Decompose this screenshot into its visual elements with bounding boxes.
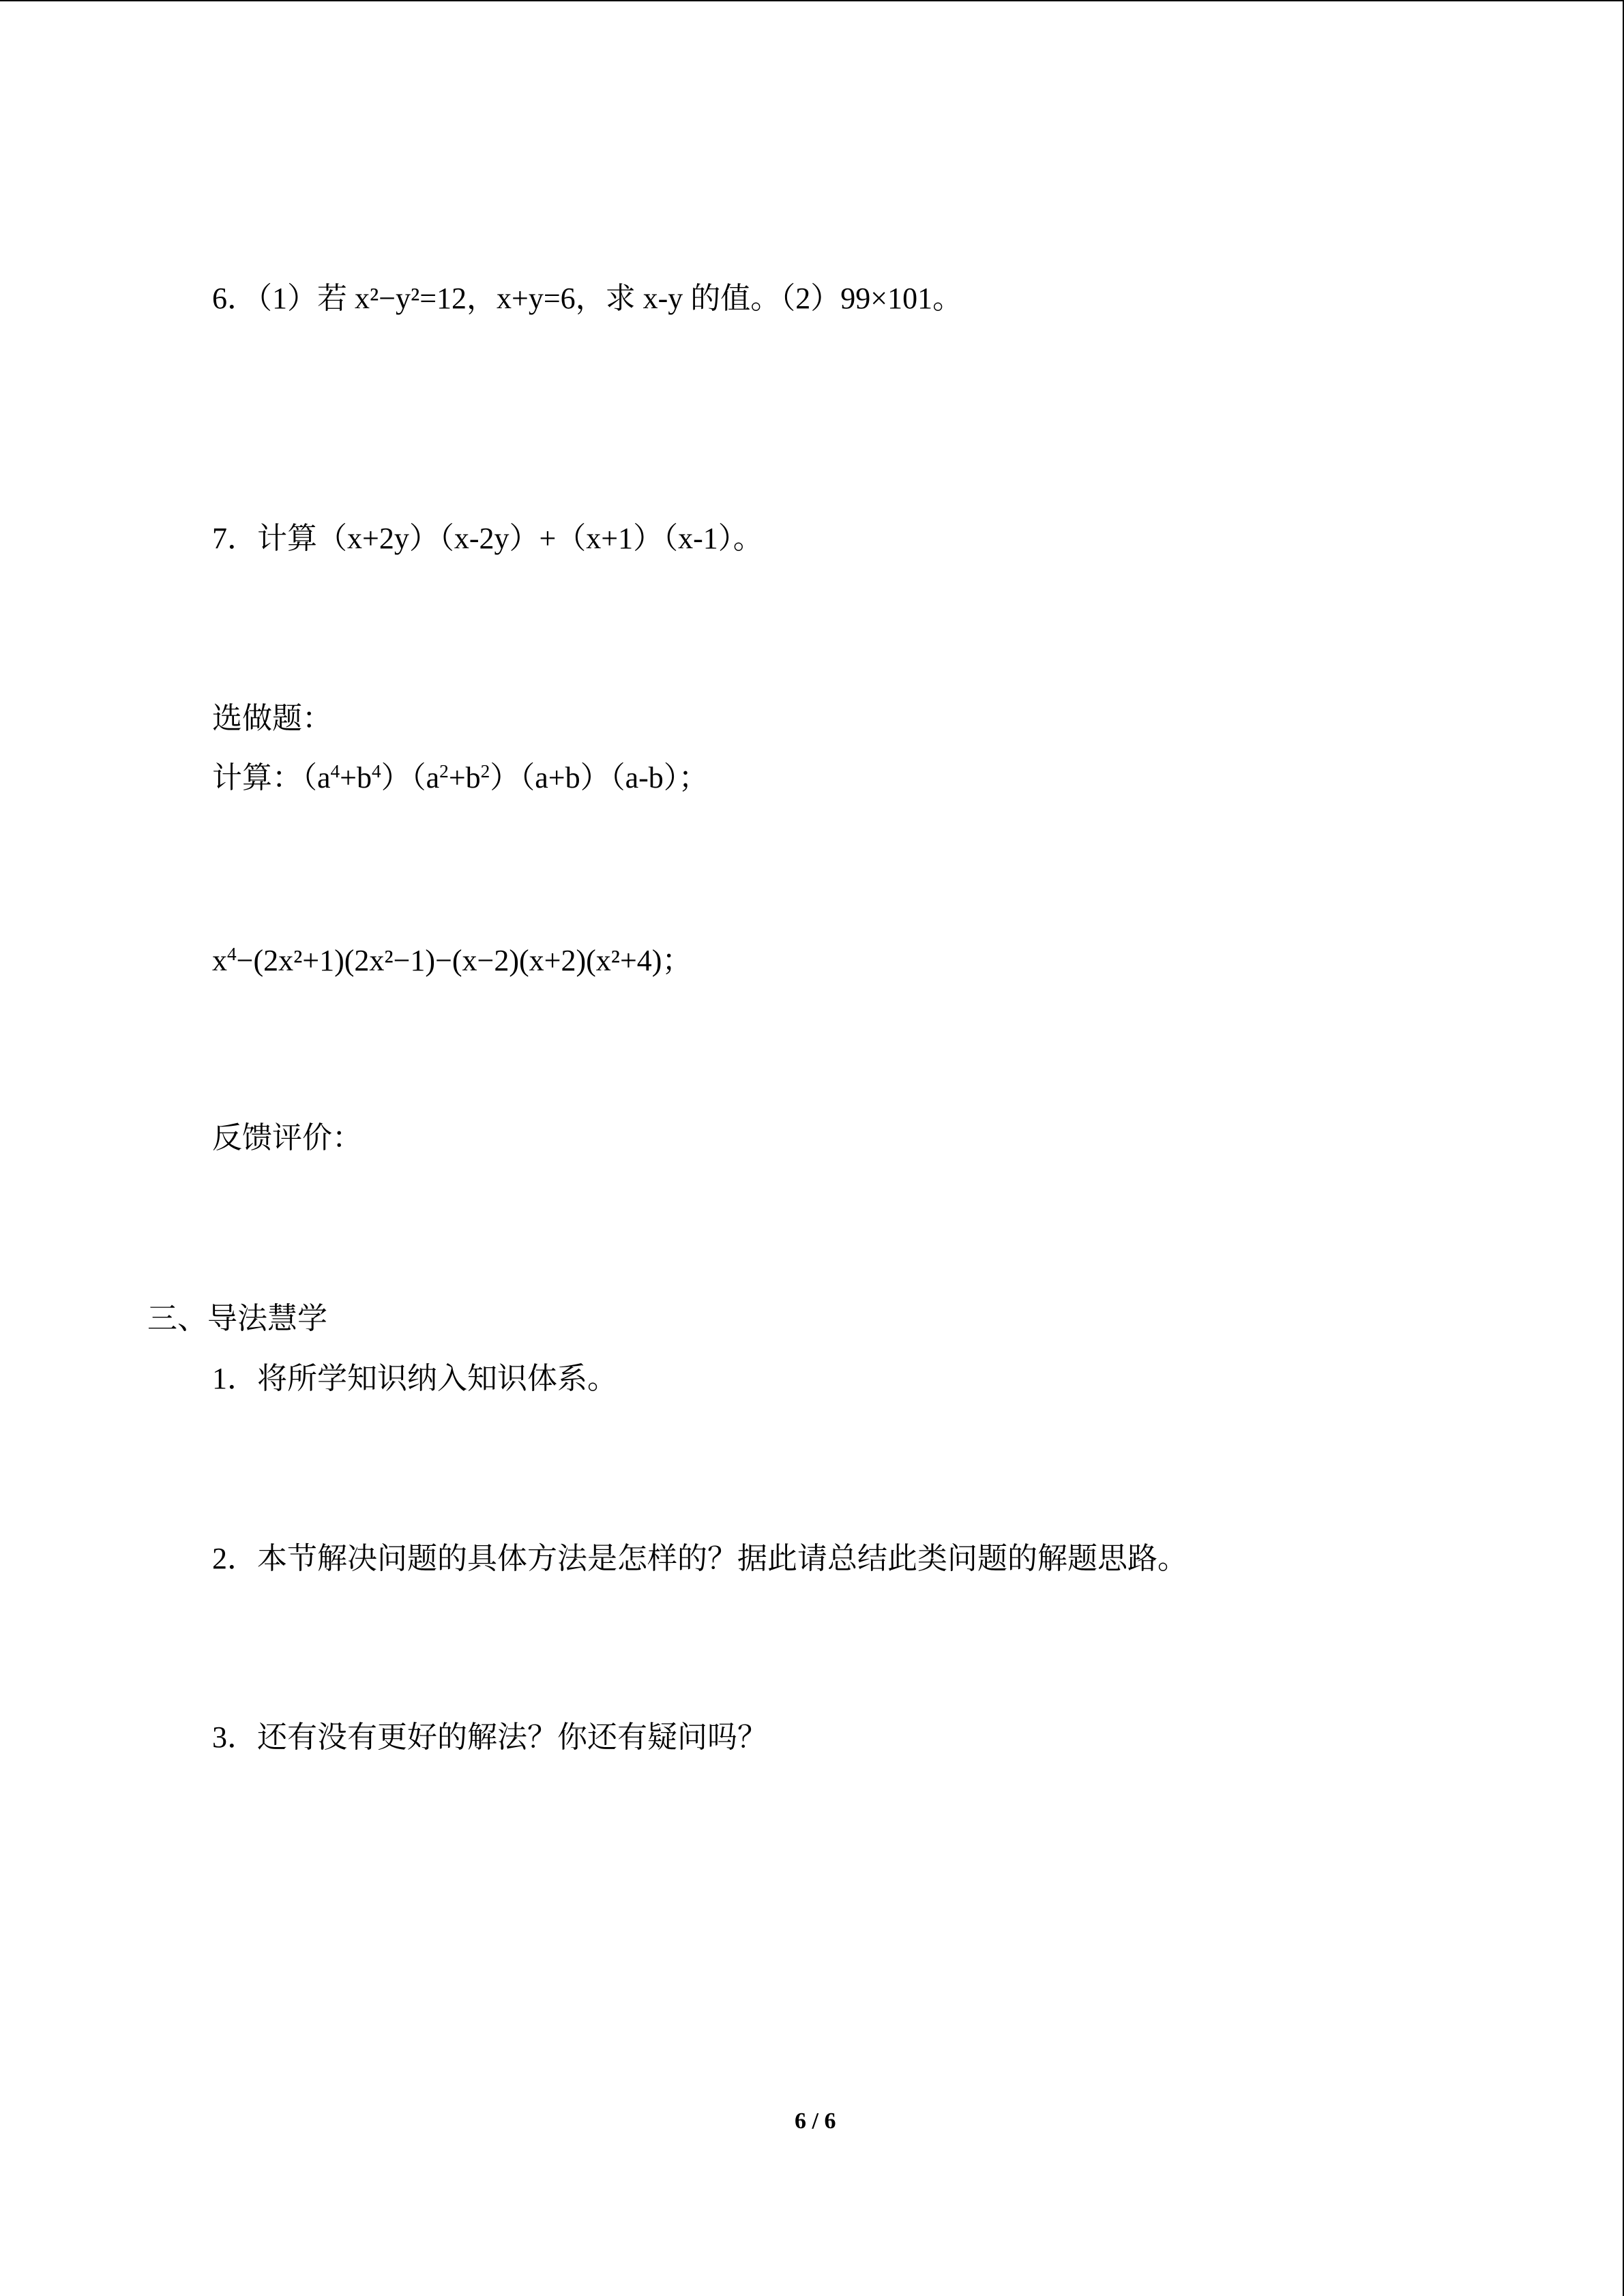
question-7-text: 7．计算（x+2y）（x-2y）+（x+1）（x-1）。	[212, 522, 763, 555]
calc-part: ）（a+b）（a-b）；	[490, 761, 709, 794]
section-3-item-text: 1．将所学知识纳入知识体系。	[212, 1362, 617, 1395]
calc-part: 计算：（a	[212, 761, 331, 794]
expr-part: −(2x²+1)(2x²−1)−(x−2)(x+2)(x²+4)；	[236, 944, 692, 977]
calc-exponent: 2	[439, 761, 449, 781]
calc-exponent: 4	[372, 761, 381, 781]
feedback-label-text: 反馈评价：	[212, 1121, 362, 1154]
optional-heading-text: 选做题：	[212, 702, 332, 735]
expr-exponent: 4	[227, 944, 237, 964]
optional-second-expression	[212, 946, 692, 976]
page-number: 6 / 6	[795, 2108, 836, 2134]
calc-part: +b	[448, 761, 481, 794]
question-6-text: 6．（1）若 x²−y²=12，x+y=6，求 x-y 的值。（2）99×101。	[212, 282, 963, 315]
expr-part: x	[212, 944, 227, 977]
section-3-title	[147, 1304, 327, 1334]
optional-calc-expression	[212, 763, 709, 793]
optional-heading	[212, 704, 332, 734]
question-7	[212, 524, 763, 554]
section-3-item-text: 3．还有没有更好的解法？你还有疑问吗？	[212, 1720, 767, 1754]
calc-part: ）（a	[381, 761, 440, 794]
calc-part: +b	[340, 761, 372, 794]
question-6	[212, 284, 962, 314]
section-3-title-text: 三、导法慧学	[147, 1302, 327, 1335]
calc-exponent: 2	[480, 761, 490, 781]
calc-exponent: 4	[330, 761, 340, 781]
section-3-item	[212, 1364, 617, 1394]
section-3-item	[212, 1544, 1187, 1574]
section-3-item-text: 2．本节解决问题的具体方法是怎样的？据此请总结此类问题的解题思路。	[212, 1542, 1187, 1575]
feedback-label	[212, 1123, 362, 1153]
section-3-item	[212, 1720, 767, 1754]
